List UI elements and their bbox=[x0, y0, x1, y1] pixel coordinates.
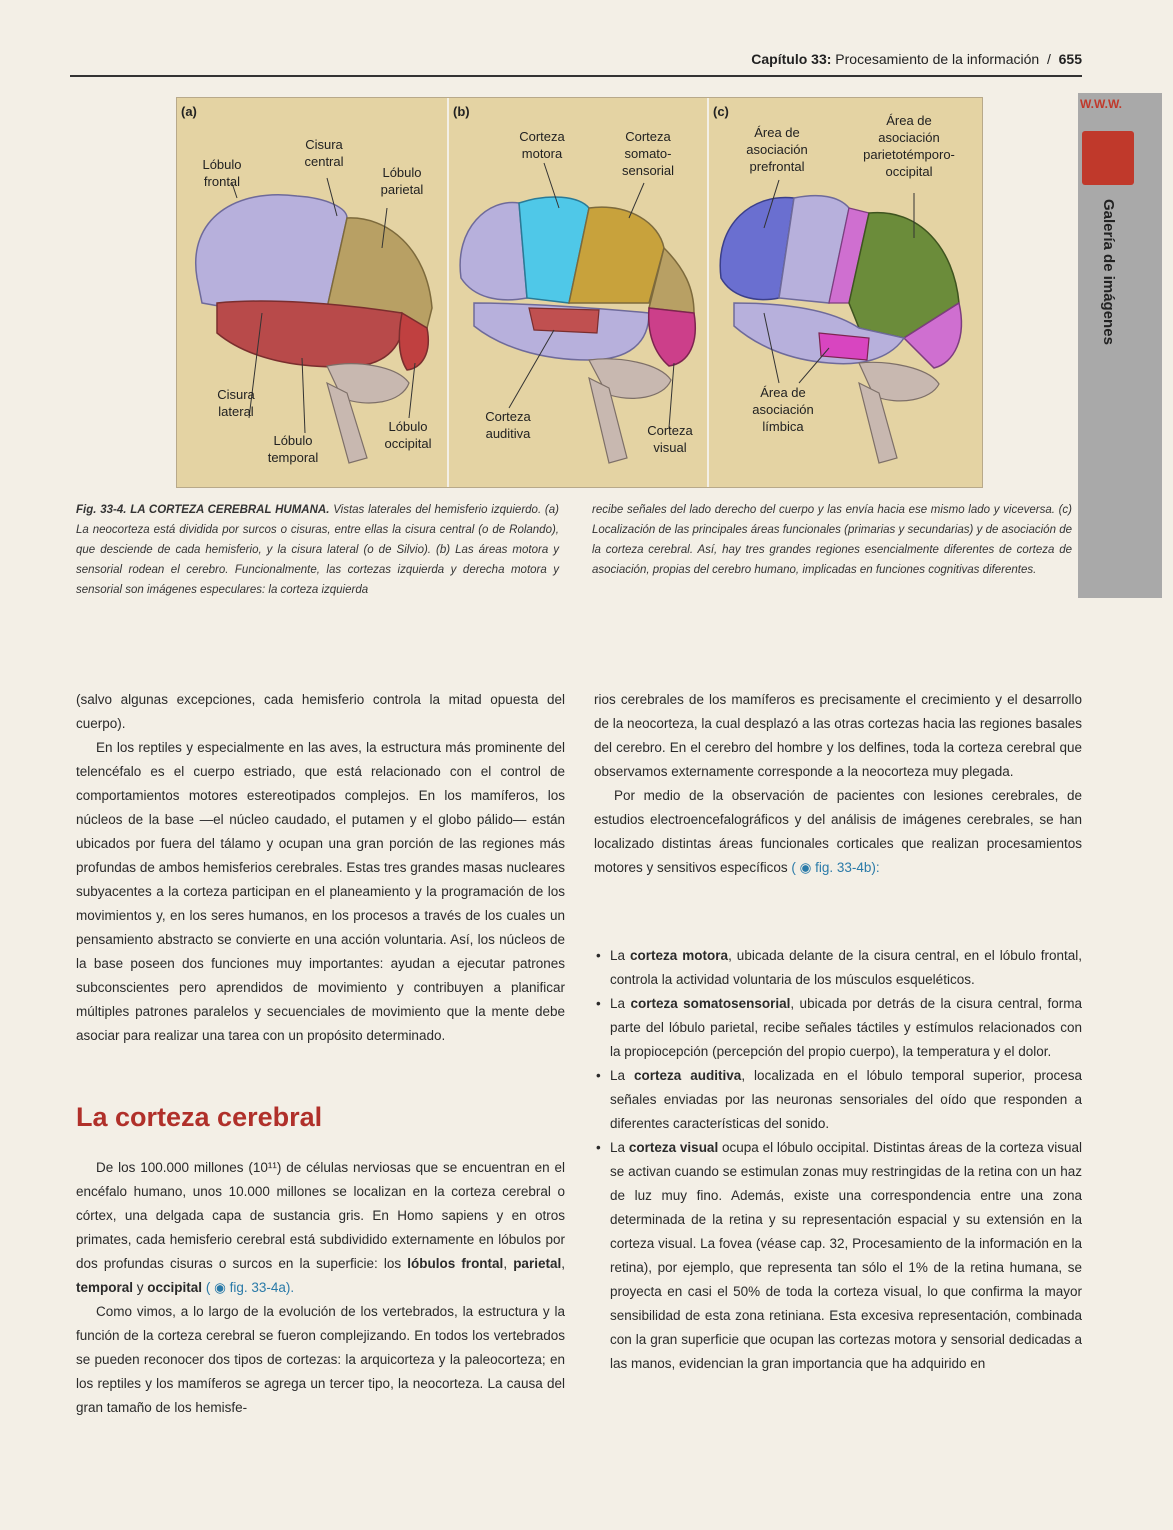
gallery-label: Galería de imágenes bbox=[1100, 199, 1117, 345]
term-y: y bbox=[136, 1280, 144, 1295]
left-paragraph-2: En los reptiles y especialmente en las aves, la estructura más prominente del telencéfalo es el cuerpo estriado, que está relacionado con el control de comportamientos motores estereotipados complejos. En los mamíferos, los núcleos de la base —el núcleo caudado, el putamen y el globo pálido— están ubicados por fuera del tálamo y ocupan una gran porción de las regiones más profundas de ambos hemisferios cerebrales. Estas tres grandes masas nucleares subyacentes a la corteza participan en el planeamiento y la programación de los movimientos y, en los seres humanos, en los procesos a través de los cuales un pensamiento abstracto se convierte en una acción voluntaria. Así, los núcleos de la base poseen dos funciones muy importantes: ayudan a ejecutar patrones subconscientes pero aprendidos de movimiento y contribuyen a planificar múltiples patrones paralelos y secuenciales de movimiento que la mente debe asociar para realizar una tarea con un propósito determinado. bbox=[76, 740, 565, 1043]
bullet-term: corteza somatosensorial bbox=[630, 996, 791, 1011]
panel-b bbox=[447, 98, 707, 487]
label-lobulo-parietal: Lóbulo parietal bbox=[380, 165, 424, 197]
left-paragraph-1: (salvo algunas excepciones, cada hemisferio controla la mitad opuesta del cuerpo). bbox=[76, 692, 565, 731]
page-number: 655 bbox=[1058, 51, 1082, 67]
figure-caption-left bbox=[76, 500, 559, 600]
bullet-term: corteza visual bbox=[628, 1140, 719, 1155]
right-column bbox=[594, 688, 1082, 880]
limbic-area-shape bbox=[819, 333, 869, 360]
frontal-area-shape bbox=[460, 202, 527, 299]
chapter-title: Procesamiento de la información bbox=[835, 51, 1040, 67]
bullet-term: corteza motora bbox=[630, 948, 729, 963]
left-paragraph-4: Como vimos, a lo largo de la evolución de los vertebrados, la estructura y la función de la corteza cerebral se fueron complejizando. En todos los vertebrados se pueden reconocer dos tipos de cortezas: la arquicorteza y la paleocorteza; en los reptiles y los mamíferos se agrega un tercer tipo, la neocorteza. La causa del gran tamaño de los hemisfe- bbox=[76, 1304, 565, 1415]
list-item-visual bbox=[594, 1136, 1082, 1376]
list-item-motora bbox=[594, 944, 1082, 992]
frontal-lobe-shape bbox=[196, 195, 347, 311]
left-column bbox=[76, 688, 565, 1048]
p3-text: De los 100.000 millones (10¹¹) de células nerviosas que se encuentran en el encéfalo humano, unos 10.000 millones se localizan en la corteza cerebral o córtex, una delgada capa de sustancia gris. En Homo sapiens y en otros primates, cada hemisferio cerebral está subdividido externamente en lóbulos por dos profundas cisuras o surcos en la superficie: los bbox=[76, 1160, 565, 1271]
visual-cortex-shape bbox=[649, 308, 696, 366]
bullet-term: corteza auditiva bbox=[634, 1068, 742, 1083]
label-cisura-lateral: Cisura lateral bbox=[217, 387, 255, 419]
bullet-text: , ubicada delante de la cisura central, en el lóbulo frontal, controla la actividad voluntaria de los músculos esqueléticos. bbox=[610, 948, 1082, 987]
list-item-somatosensorial bbox=[594, 992, 1082, 1064]
bullet-pre: La bbox=[610, 948, 626, 963]
section-heading: La corteza cerebral bbox=[76, 1102, 323, 1132]
label-area-prefrontal: Área de asociación prefrontal bbox=[746, 125, 808, 174]
label-lobulo-occipital: Lóbulo occipital bbox=[384, 419, 432, 451]
cortex-list bbox=[594, 944, 1082, 1376]
label-area-limbica: Área de asociación límbica bbox=[752, 385, 814, 434]
label-lobulo-temporal: Lóbulo temporal bbox=[267, 433, 319, 465]
temporal-lobe-shape bbox=[217, 301, 403, 367]
label-corteza-somatosensorial: Corteza somato- sensorial bbox=[621, 129, 675, 178]
label-cisura-central: Cisura central bbox=[304, 137, 344, 169]
p2-text: Por medio de la observación de pacientes con lesiones cerebrales, de estudios electroencefalográficos y del análisis de imágenes cerebrales, se han localizado distintas áreas funcionales corticales que realizan procesamientos motores y sensitivos específicos bbox=[594, 788, 1082, 875]
label-corteza-visual: Corteza visual bbox=[647, 423, 693, 455]
caption-left-text: Vistas laterales del hemisferio izquierdo. (a) La neocorteza está dividida por surcos o cisuras, entre ellas la cisura central (o de Rolando), que desciende de cada hemisferio, y la cisura lateral (o de Silvio). (b) Las áreas motora y sensorial rodean el cerebro. Funcionalmente, las cortezas izquierda y derecha motora y sensorial son imágenes especulares: la corteza izquierda bbox=[76, 504, 559, 596]
brain-figure bbox=[176, 97, 983, 488]
term-occipital: occipital bbox=[147, 1280, 203, 1295]
auditory-cortex-shape bbox=[529, 308, 599, 333]
bullet-pre: La bbox=[610, 996, 626, 1011]
fig-ref-33-4a[interactable]: ( ◉ fig. 33-4a). bbox=[205, 1280, 295, 1295]
label-corteza-auditiva: Corteza auditiva bbox=[485, 409, 531, 441]
panel-c-letter: (c) bbox=[713, 104, 729, 119]
bullet-text: ocupa el lóbulo occipital. Distintas áreas de la corteza visual se activan cuando se estimulan zonas muy restringidas de la retina con un haz de luz muy fino. Además, existe una correspondencia entre una zona determinada de la retina y su representación espacial y su extensión en la corteza visual. La fovea (véase cap. 32, Procesamiento de la información en la retina), por ejemplo, que representa tan sólo el 1% de la retina humana, se proyecta en casi el 50% de toda la corteza visual, lo que confirma la mayor sensibilidad de esta zona retiniana. Esta excesiva representación, combinada con la gran superficie que ocupan las cortezas motora y sensorial dedicadas a las manos, evidencian la gran importancia que ha adquirido en bbox=[610, 1140, 1082, 1371]
bullet-pre: La bbox=[610, 1068, 626, 1083]
panel-b-letter: (b) bbox=[453, 104, 470, 119]
bullet-pre: La bbox=[610, 1140, 626, 1155]
fig-ref-33-4b[interactable]: ( ◉ fig. 33-4b): bbox=[791, 860, 880, 875]
right-bullets bbox=[594, 944, 1082, 1376]
chapter-info: Capítulo 33: Procesamiento de la información / 655 bbox=[751, 51, 1082, 67]
bullet-text: , ubicada por detrás de la cisura central, forma parte del lóbulo parietal, recibe señales táctiles y estímulos relacionados con la propiocepción (percepción del propio cuerpo), la temperatura y el dolor. bbox=[610, 996, 1082, 1059]
panel-a bbox=[177, 98, 445, 487]
term-parietal: parietal bbox=[513, 1256, 562, 1271]
term-lobulos-frontal: lóbulos frontal bbox=[407, 1256, 504, 1271]
running-header bbox=[70, 45, 1082, 77]
label-corteza-motora: Corteza motora bbox=[519, 129, 565, 161]
list-item-auditiva bbox=[594, 1064, 1082, 1136]
gallery-side-tab[interactable] bbox=[1078, 93, 1162, 598]
right-paragraph-1: rios cerebrales de los mamíferos es precisamente el crecimiento y el desarrollo de la neocorteza, la cual desplazó a las otras cortezas hacia las regiones basales del cerebro. En el cerebro del hombre y los delfines, toda la corteza cerebral que observamos externamente corresponde a la neocorteza muy plegada. bbox=[594, 692, 1082, 779]
bullet-text: , localizada en el lóbulo temporal superior, procesa señales enviadas por las neuronas sensoriales del oído que responden a diferentes características del sonido. bbox=[610, 1068, 1082, 1131]
caption-title: Fig. 33-4. LA CORTEZA CEREBRAL HUMANA. bbox=[76, 504, 330, 516]
left-paragraph-3: De los 100.000 millones (10¹¹) de células nerviosas que se encuentran en el encéfalo humano, unos 10.000 millones se localizan en la corteza cerebral o córtex, una delgada capa de sustancia gris. En Homo sapiens y en otros primates, cada hemisferio cerebral está subdividido externamente en lóbulos por dos profundas cisuras o surcos en la superficie: los lóbulos frontal, parietal, temporal y occipital ( ◉ fig. 33-4a). bbox=[76, 1160, 565, 1295]
gallery-icon[interactable] bbox=[1082, 131, 1134, 185]
label-lobulo-frontal: Lóbulo frontal bbox=[202, 157, 242, 189]
panel-c bbox=[707, 98, 984, 487]
right-paragraph-2 bbox=[594, 784, 1082, 880]
label-area-parietotemporooccipital: Área de asociación parietotémporo- occipital bbox=[863, 113, 955, 179]
chapter-label: Capítulo 33: bbox=[751, 51, 832, 67]
term-temporal: temporal bbox=[76, 1280, 134, 1295]
left-column-lower bbox=[76, 1156, 565, 1420]
www-label: W.W.W. bbox=[1080, 97, 1122, 111]
figure-caption-right: recibe señales del lado derecho del cuerpo y las envía hacia ese mismo lado y viceversa. (c) Localización de las principales áreas funcionales (primarias y secundarias) y de asociación de la corteza cerebral. Así, hay tres grandes regiones esencialmente diferentes de corteza de asociación, propias del cerebro humano, implicadas en funciones cognitivas diferentes. bbox=[592, 504, 1072, 576]
panel-a-letter: (a) bbox=[181, 104, 197, 119]
